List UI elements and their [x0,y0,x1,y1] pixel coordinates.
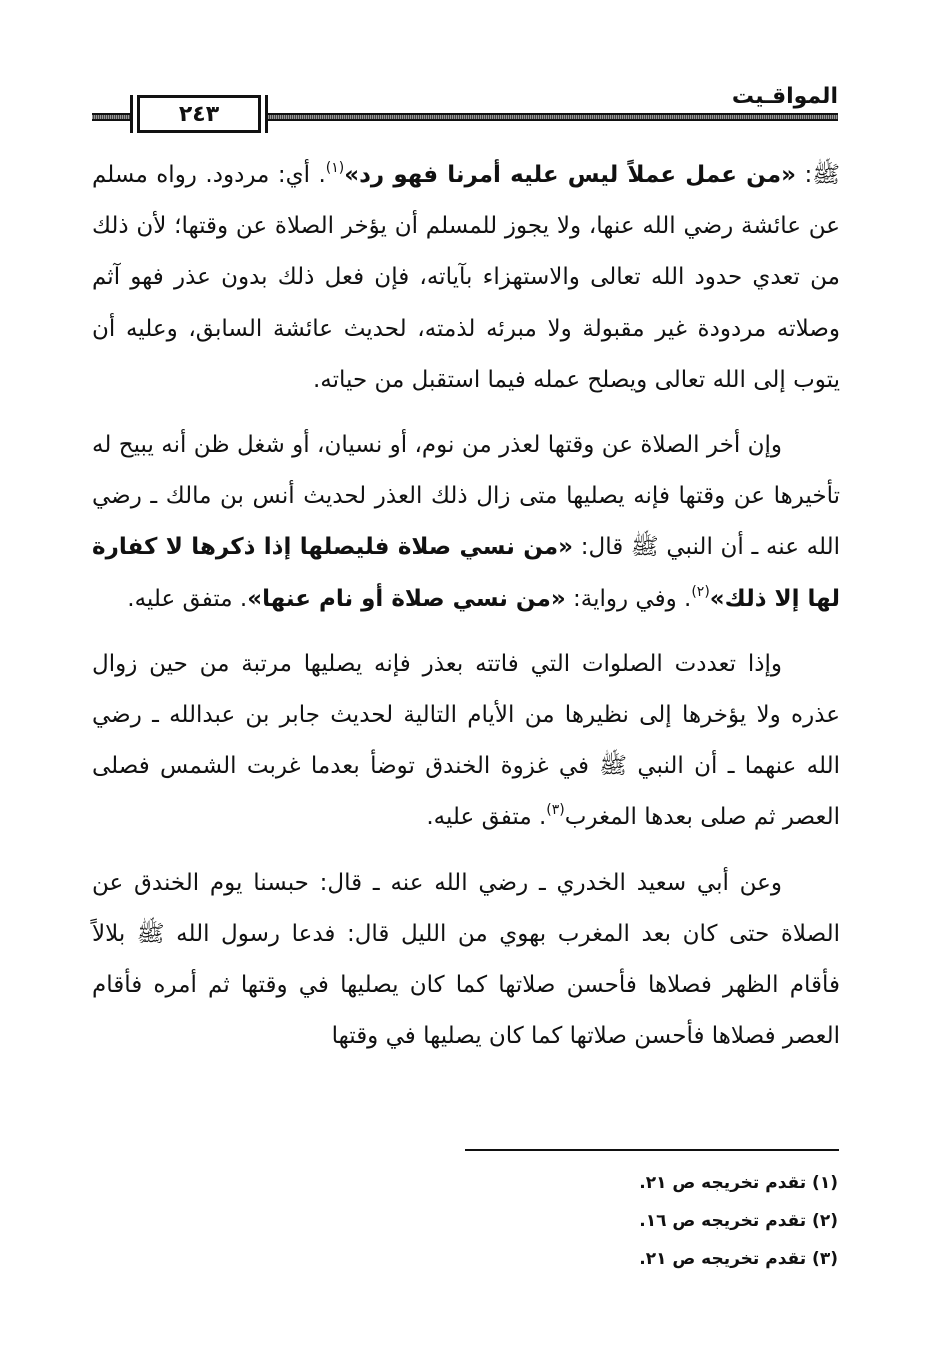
text-segment: وإن أخر الصلاة عن وقتها لعذر من نوم، أو نسيان، أو شغل ظن أنه يبيح له تأخيرها عن وقتها فإنه يصليها متى زال ذلك العذر لحديث أنس بن مالك ـ رضي الله عنه ـ أن النبي ﷺ قال: [92,432,840,561]
page-number: ٢٤٣ [178,101,220,127]
hadith-quote: «من نسي صلاة أو نام عنها» [247,585,566,612]
paragraph [92,420,840,625]
text-segment: ﷺ: [795,162,840,188]
footnote-ref: (١) [325,160,345,176]
footnote-ref: (٢) [691,583,710,600]
footnote: (٣) تقدم تخريجه ص ٢١. [639,1249,838,1269]
hadith-quote: «من عمل عملاً ليس عليه أمرنا فهو رد» [344,162,796,188]
footnotes [460,1164,838,1278]
footnote: (١) تقدم تخريجه ص ٢١. [639,1173,838,1193]
footnote-separator [465,1149,839,1151]
text-segment: . متفق عليه. [426,804,547,831]
footnote: (٢) تقدم تخريجه ص ١٦. [639,1211,838,1231]
page-header [92,85,838,129]
hadith-quote: «من نسي صلاة فليصلها إذا ذكرها لا كفارة لها إلا ذلك» [92,534,840,612]
paragraph [92,639,840,844]
text-segment: وعن أبي سعيد الخدري ـ رضي الله عنه ـ قال: حبسنا يوم الخندق عن الصلاة حتى كان بعد المغرب بهوي من الليل قال: فدعا رسول الله ﷺ بلالاً فأقام الظهر فصلاها فأحسن صلاتها كما كان يصليها في وقتها ثم أمره فأقام العصر فصلاها فأحسن صلاتها كما كان يصليها في وقتها [92,869,840,1050]
footnote-ref: (٣) [546,802,565,819]
paragraph [92,858,840,1063]
page-number-frame [137,95,261,133]
text-segment: . أي: مردود. رواه مسلم عن عائشة رضي الله عنها، ولا يجوز للمسلم أن يؤخر الصلاة عن وقتها؛ لأن ذلك من تعدي حدود الله تعالى والاستهزاء بآياته، فإن فعل ذلك بدون عذر فهو آثم وصلاته مردودة غير مقبولة ولا مبرئه لذمته، لحديث عائشة السابق، وعليه أن يتوب إلى الله تعالى ويصلح عمله فيما استقبل من حياته. [92,162,840,393]
text-segment: . متفق عليه. [127,585,248,612]
paragraph [92,150,840,406]
main-text [92,150,840,1076]
running-title: المواقـيت [722,84,838,109]
text-segment: وإذا تعددت الصلوات التي فاتته بعذر فإنه يصليها مرتبة من حين زوال عذره ولا يؤخرها إلى نظيرها من الأيام التالية لحديث جابر بن عبدالله ـ رضي الله عنهما ـ أن النبي ﷺ في غزوة الخندق توضأ بعدما غربت الشمس فصلى العصر ثم صلى بعدها المغرب [92,650,840,831]
text-segment: . وفي رواية: [565,585,692,612]
